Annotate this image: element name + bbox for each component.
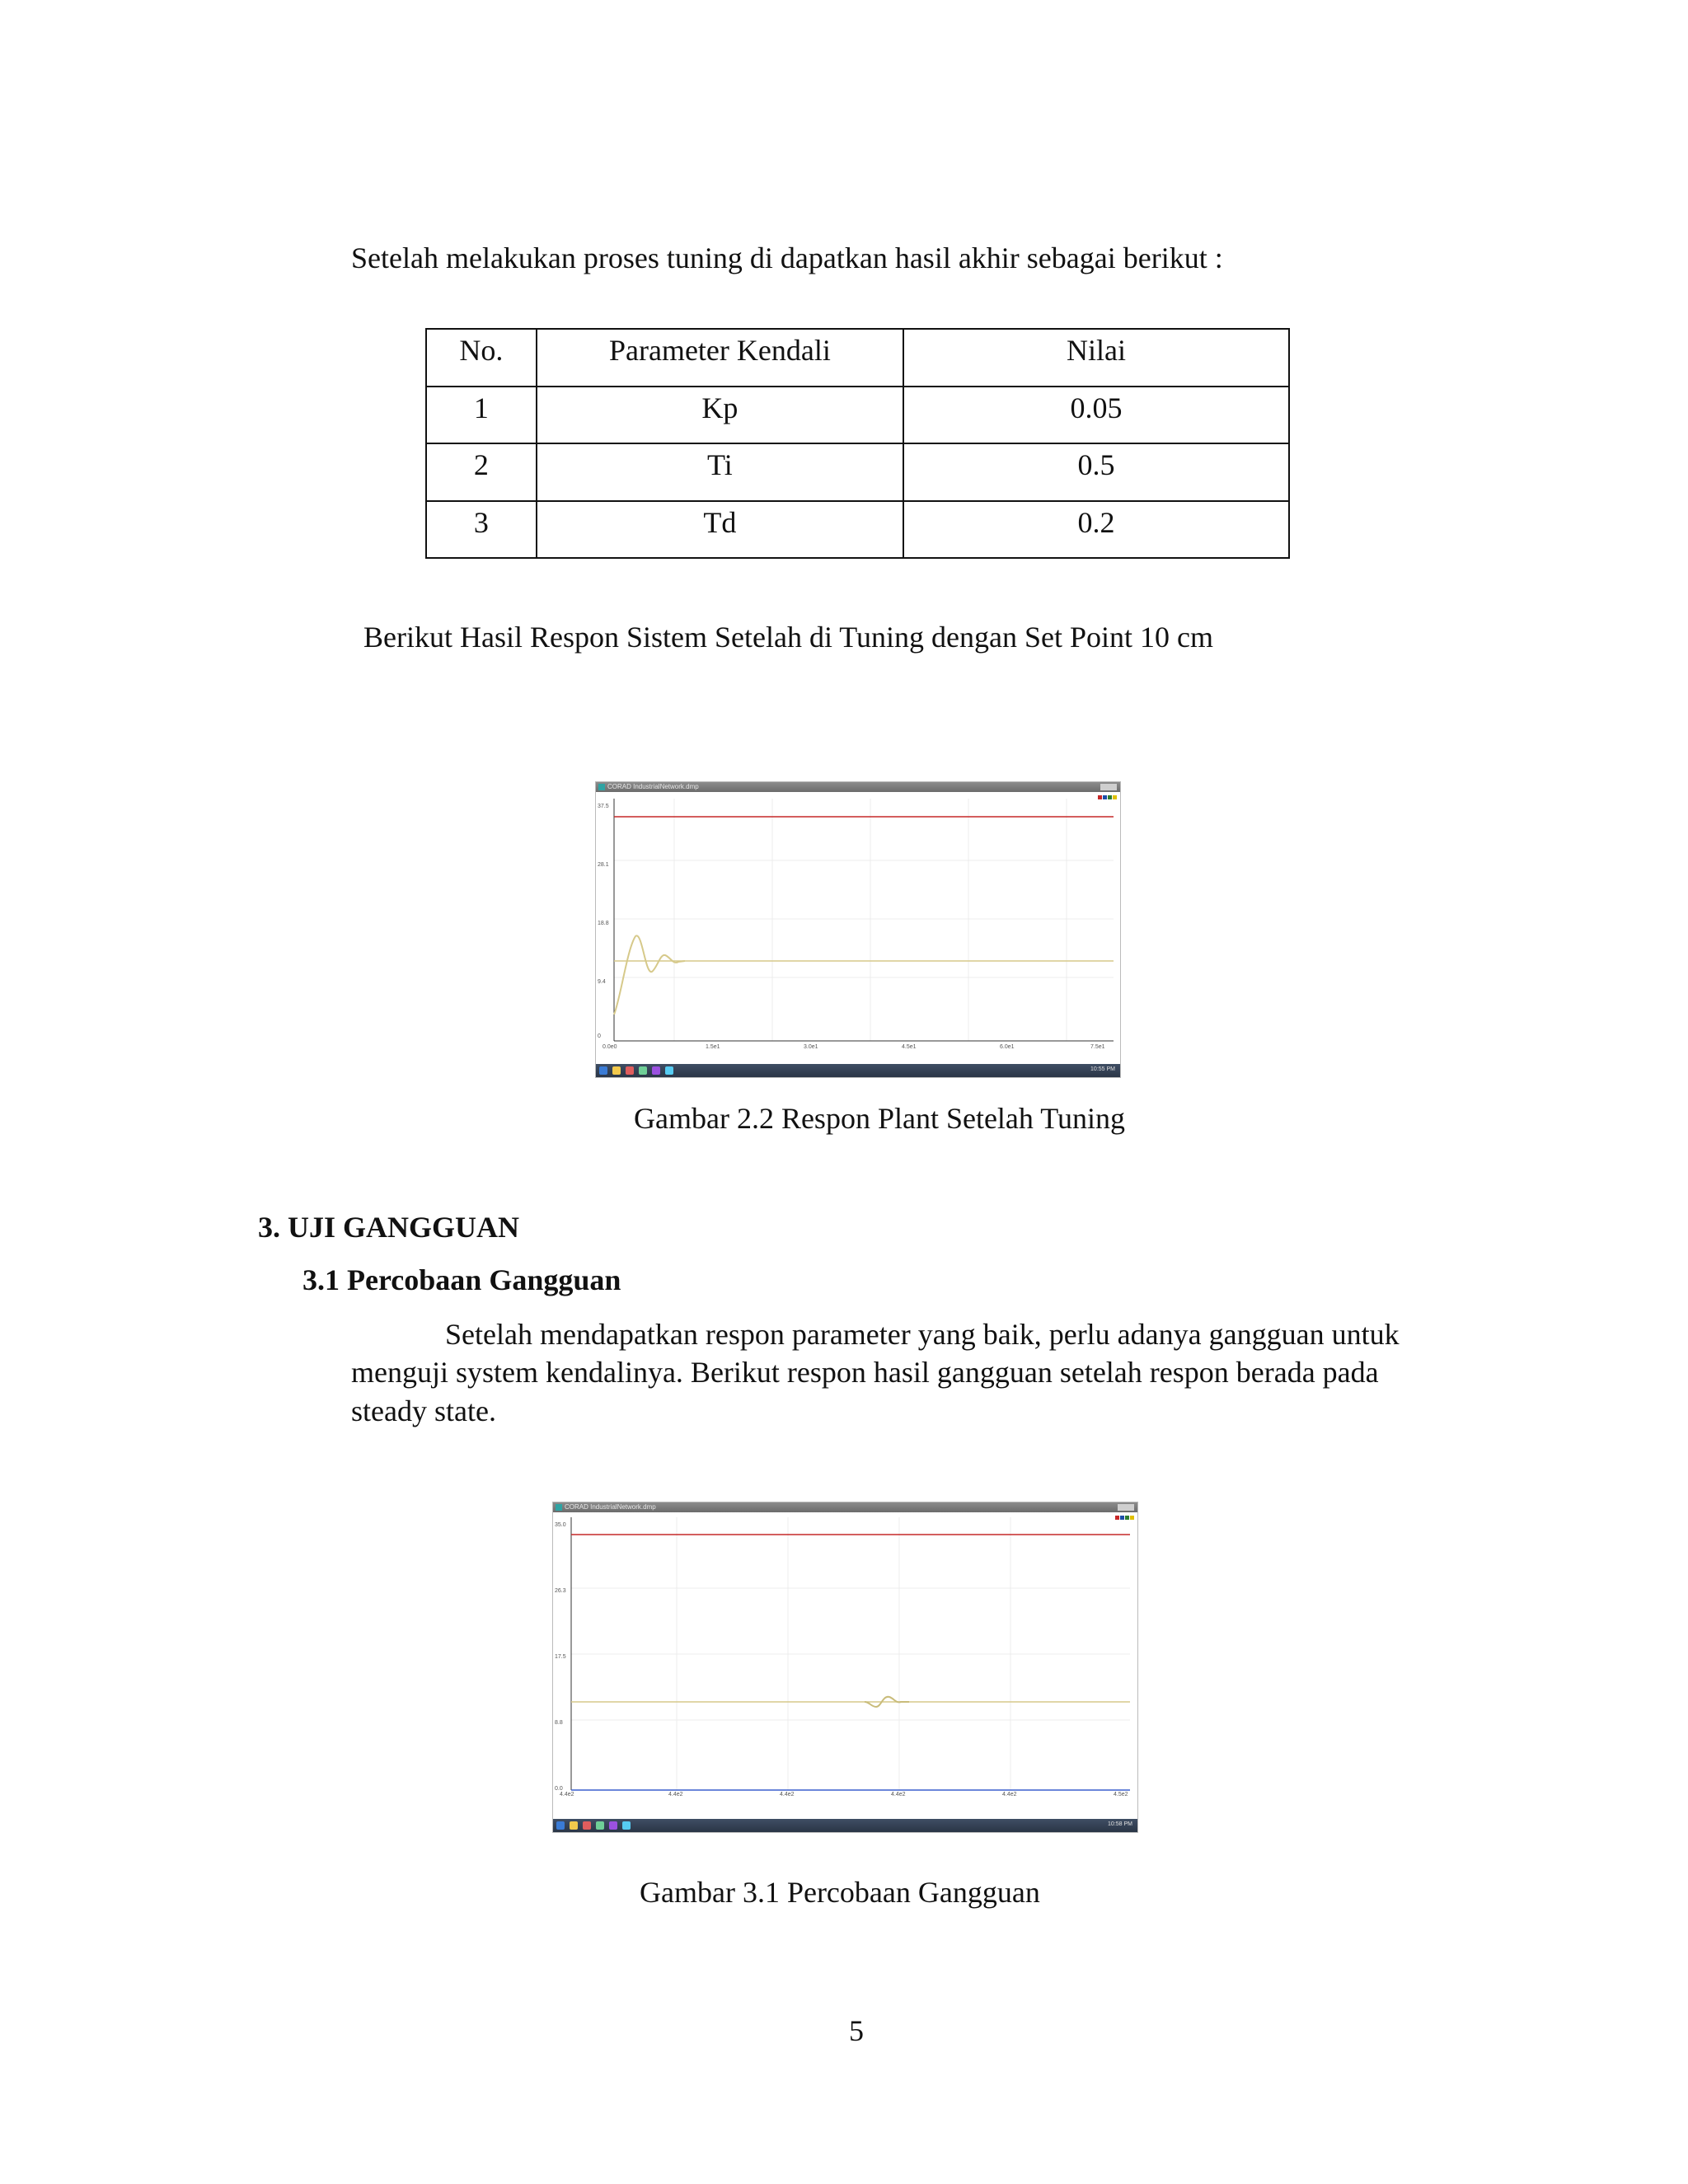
table-row xyxy=(426,501,1289,559)
window-controls-icon xyxy=(1100,784,1117,790)
app-icon xyxy=(652,1066,660,1075)
x-tick-label: 4.4e2 xyxy=(1002,1792,1017,1797)
y-tick-label: 17.5 xyxy=(555,1654,566,1660)
x-tick-label: 4.4e2 xyxy=(560,1792,574,1797)
table-header-row xyxy=(426,329,1289,387)
x-tick-label: 4.5e1 xyxy=(902,1044,917,1050)
x-tick-label: 7.5e1 xyxy=(1090,1044,1105,1050)
paragraph-line: Setelah mendapatkan respon parameter yang baik, perlu adanya gangguan untuk xyxy=(445,1318,1400,1351)
table-cell: 0.2 xyxy=(903,501,1289,559)
folder-icon xyxy=(612,1066,621,1075)
app-icon xyxy=(583,1821,591,1830)
y-tick-label: 28.1 xyxy=(598,862,609,868)
y-tick-label: 0 xyxy=(598,1033,601,1039)
paragraph-line: steady state. xyxy=(351,1394,496,1427)
x-tick-label: 1.5e1 xyxy=(706,1044,720,1050)
paragraph-line: menguji system kendalinya. Berikut respon hasil gangguan setelah respon berada pada xyxy=(351,1356,1379,1389)
y-tick-label: 9.4 xyxy=(598,979,606,985)
app-icon xyxy=(639,1066,647,1075)
table-cell: 0.5 xyxy=(903,443,1289,501)
app-icon xyxy=(598,784,605,790)
x-tick-label: 4.5e2 xyxy=(1114,1792,1128,1797)
window-controls-icon xyxy=(1118,1504,1134,1511)
clock: 10:55 PM xyxy=(1090,1066,1115,1072)
table-header-cell: Nilai xyxy=(903,329,1289,387)
clock: 10:58 PM xyxy=(1108,1821,1132,1827)
figure1-screenshot xyxy=(595,781,1121,1078)
y-tick-label: 0.0 xyxy=(555,1786,563,1792)
table-cell: Kp xyxy=(537,387,903,444)
table-row xyxy=(426,443,1289,501)
x-tick-label: 0.0e0 xyxy=(603,1044,617,1050)
x-tick-label: 4.4e2 xyxy=(668,1792,683,1797)
y-tick-label: 26.3 xyxy=(555,1588,566,1594)
window-title: CORAD IndustrialNetwork.dmp xyxy=(565,1503,656,1511)
window-titlebar xyxy=(553,1502,1137,1512)
app-icon xyxy=(622,1821,631,1830)
table-cell: 0.05 xyxy=(903,387,1289,444)
table-header-cell: Parameter Kendali xyxy=(537,329,903,387)
start-icon xyxy=(599,1066,607,1075)
app-icon xyxy=(665,1066,673,1075)
figure1-plot xyxy=(596,792,1120,1049)
figure2-screenshot xyxy=(552,1502,1138,1833)
taskbar xyxy=(596,1064,1120,1077)
table-row xyxy=(426,387,1289,444)
response-intro-text: Berikut Hasil Respon Sistem Setelah di Tuning dengan Set Point 10 cm xyxy=(363,621,1213,654)
app-icon xyxy=(609,1821,617,1830)
figure1-caption: Gambar 2.2 Respon Plant Setelah Tuning xyxy=(634,1102,1125,1135)
window-titlebar xyxy=(596,782,1120,792)
section-heading: 3. UJI GANGGUAN xyxy=(258,1211,520,1244)
subsection-heading: 3.1 Percobaan Gangguan xyxy=(302,1263,621,1296)
table-cell: 1 xyxy=(426,387,537,444)
y-tick-label: 18.8 xyxy=(598,921,609,926)
intro-text: Setelah melakukan proses tuning di dapatkan hasil akhir sebagai berikut : xyxy=(351,241,1223,274)
y-tick-label: 8.8 xyxy=(555,1720,563,1726)
table-cell: Td xyxy=(537,501,903,559)
figure2-plot xyxy=(553,1512,1137,1799)
x-tick-label: 3.0e1 xyxy=(804,1044,818,1050)
app-icon xyxy=(626,1066,634,1075)
table-cell: Ti xyxy=(537,443,903,501)
x-tick-label: 4.4e2 xyxy=(891,1792,906,1797)
x-tick-label: 6.0e1 xyxy=(1000,1044,1015,1050)
table-cell: 2 xyxy=(426,443,537,501)
y-tick-label: 35.0 xyxy=(555,1522,566,1528)
table-header-cell: No. xyxy=(426,329,537,387)
folder-icon xyxy=(570,1821,578,1830)
table-cell: 3 xyxy=(426,501,537,559)
page-number: 5 xyxy=(849,2014,864,2047)
app-icon xyxy=(556,1504,562,1511)
y-tick-label: 37.5 xyxy=(598,804,609,809)
start-icon xyxy=(556,1821,565,1830)
taskbar xyxy=(553,1819,1137,1832)
figure2-caption: Gambar 3.1 Percobaan Gangguan xyxy=(640,1876,1040,1909)
app-icon xyxy=(596,1821,604,1830)
x-tick-label: 4.4e2 xyxy=(780,1792,795,1797)
parameter-table xyxy=(425,328,1290,559)
window-title: CORAD IndustrialNetwork.dmp xyxy=(607,783,699,790)
